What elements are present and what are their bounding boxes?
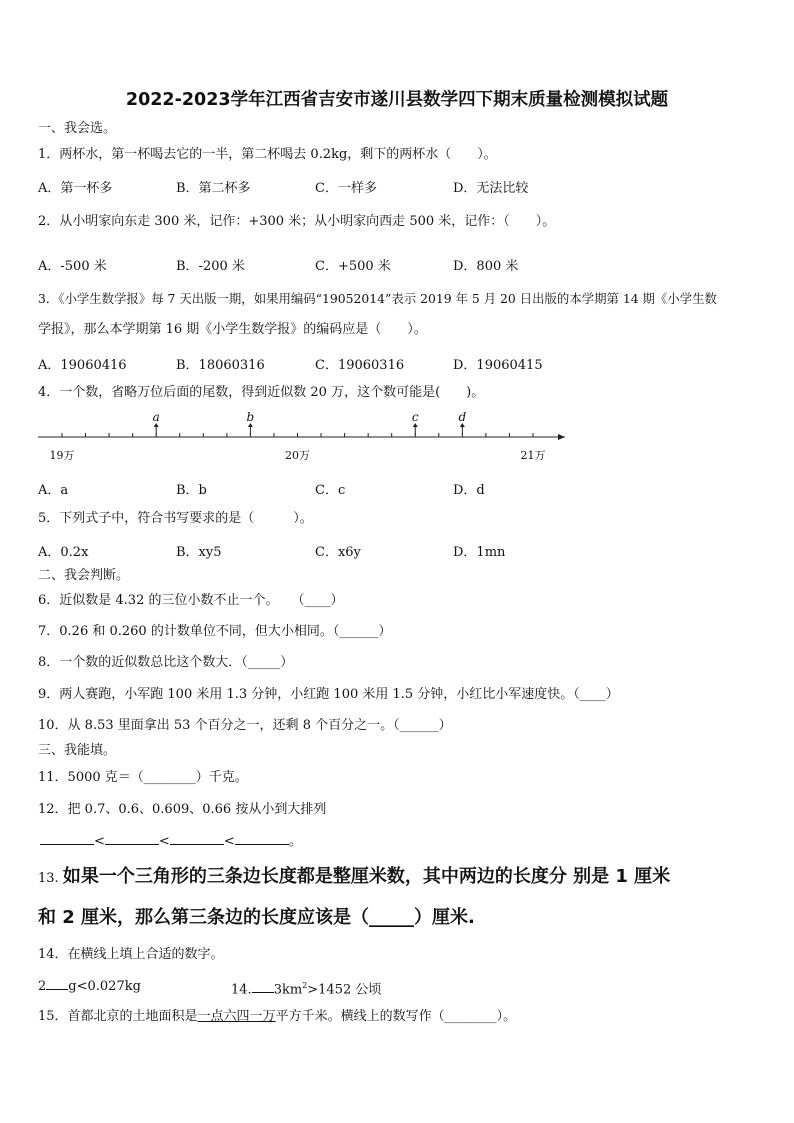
q4-option-b[interactable]: B．b (176, 483, 207, 498)
q13-text-2: 和 2 厘米，那么第三条边的长度应该是（_____）厘米. (38, 907, 475, 928)
q14-right-superscript: 2 (302, 981, 308, 990)
lt-sign: < (223, 834, 235, 849)
q14-left-prefix: 2 (38, 979, 47, 994)
q4-option-c[interactable]: C．c (315, 483, 346, 498)
q5-option-a[interactable]: A．0.2x (38, 545, 89, 560)
q2-option-b[interactable]: B．-200 米 (176, 259, 245, 274)
section-3-heading: 三、我能填。 (38, 743, 117, 758)
question-10: 10．从 8.53 里面拿出 53 个百分之一，还剩 8 个百分之一。（______） (38, 718, 452, 733)
number-line-figure (30, 405, 575, 467)
number-line-point-d-label: d (458, 410, 467, 424)
question-8: 8．一个数的近似数总比这个数大．（_____） (38, 655, 294, 670)
q3-option-b[interactable]: B．18060316 (176, 358, 265, 373)
period: 。 (288, 834, 302, 849)
q14-left-suffix: g<0.027kg (68, 979, 141, 994)
question-9: 9．两人赛跑，小军跑 100 米用 1.3 分钟，小红跑 100 米用 1.5 分钟，小红比小军速度快。（____） (38, 687, 619, 702)
question-6: 6．近似数是 4.32 的三位小数不止一个。 （____） (38, 593, 344, 608)
question-1: 1．两杯水，第一杯喝去它的一半，第二杯喝去 0.2kg，剩下的两杯水（ ）。 (38, 147, 497, 162)
q14-left-blank[interactable] (46, 977, 68, 990)
q1-option-a[interactable]: A．第一杯多 (38, 181, 113, 196)
q2-option-d[interactable]: D．800 米 (453, 259, 519, 274)
q14-right-unit: 3km (273, 982, 303, 998)
question-11: 11．5000 克＝（________）千克。 (38, 770, 248, 785)
q5-option-d[interactable]: D．1mn (453, 545, 506, 560)
number-line-arrow (558, 434, 565, 440)
question-7: 7．0.26 和 0.260 的计数单位不同，但大小相同。（______） (38, 624, 392, 639)
question-12: 12．把 0.7、0.6、0.609、0.66 按从小到大排列 (38, 802, 327, 817)
number-line-tick-label: 21万 (520, 449, 546, 462)
q14-right-item (231, 977, 381, 999)
question-13-line-1 (38, 864, 670, 892)
q1-option-d[interactable]: D．无法比较 (453, 181, 529, 196)
q3-option-c[interactable]: C．19060316 (315, 358, 405, 373)
section-2-heading: 二、我会判断。 (38, 568, 130, 583)
question-14: 14．在横线上填上合适的数字。 (38, 947, 224, 962)
q15-prefix: 15．首都北京的土地面积是 (38, 1009, 198, 1024)
q14-right-suffix: >1452 公顷 (307, 982, 382, 998)
q12-blank-1[interactable] (40, 832, 94, 845)
q14-right-prefix: 14. (231, 982, 252, 998)
question-2: 2．从小明家向东走 300 米，记作：+300 米；从小明家向西走 500 米，记作：（ ）。 (38, 214, 556, 229)
q3-option-a[interactable]: A．19060416 (38, 358, 127, 373)
q2-option-a[interactable]: A．-500 米 (38, 259, 107, 274)
question-3-line-1: 3．《小学生数学报》每 7 天出版一期，如果用编码“19052014”表示 2019 年 5 月 20 日出版的本学期第 14 期《小学生数 (38, 291, 717, 306)
q1-option-c[interactable]: C．一样多 (315, 181, 377, 196)
number-line-tick-label: 20万 (285, 449, 310, 462)
q12-answer-row (40, 832, 302, 851)
q14-left-item (38, 977, 141, 996)
q15-suffix: 平方千米。横线上的数写作（________）。 (275, 1009, 517, 1024)
page-title: 2022-2023学年江西省吉安市遂川县数学四下期末质量检测模拟试题 (125, 90, 669, 110)
q5-option-b[interactable]: B．xy5 (176, 545, 222, 560)
question-5: 5．下列式子中，符合书写要求的是（ ）。 (38, 511, 313, 526)
question-13-line-2 (38, 905, 475, 933)
q2-option-c[interactable]: C．+500 米 (315, 259, 391, 274)
q12-blank-3[interactable] (170, 832, 224, 845)
lt-sign: < (94, 834, 105, 849)
number-line-point-c-label: c (411, 410, 419, 424)
question-15 (38, 1008, 516, 1026)
lt-sign: < (158, 834, 170, 849)
question-4: 4．一个数，省略万位后面的尾数，得到近似数 20 万，这个数可能是( )。 (38, 385, 485, 400)
number-line-point-a-label: a (152, 410, 160, 424)
q12-blank-4[interactable] (235, 832, 289, 845)
question-3-line-2: 学报》，那么本学期第 16 期《小学生数学报》的编码应是（ ）。 (38, 322, 427, 337)
q12-blank-2[interactable] (105, 832, 159, 845)
q5-option-c[interactable]: C．x6y (315, 545, 361, 560)
q3-option-d[interactable]: D．19060415 (453, 358, 543, 373)
q14-right-blank[interactable] (252, 980, 274, 993)
section-1-heading: 一、我会选。 (38, 121, 117, 136)
q13-number: 13. (38, 871, 59, 886)
q4-option-d[interactable]: D．d (453, 483, 485, 498)
q4-option-a[interactable]: A．a (38, 483, 69, 498)
q15-underlined-text: 一点六四一万 (197, 1009, 276, 1024)
q1-option-b[interactable]: B．第二杯多 (176, 181, 251, 196)
number-line-tick-label: 19万 (49, 449, 75, 462)
q13-text-1: 如果一个三角形的三条边长度都是整厘米数，其中两边的长度分 别是 1 厘米 (62, 866, 671, 887)
number-line-point-b-label: b (246, 410, 255, 424)
